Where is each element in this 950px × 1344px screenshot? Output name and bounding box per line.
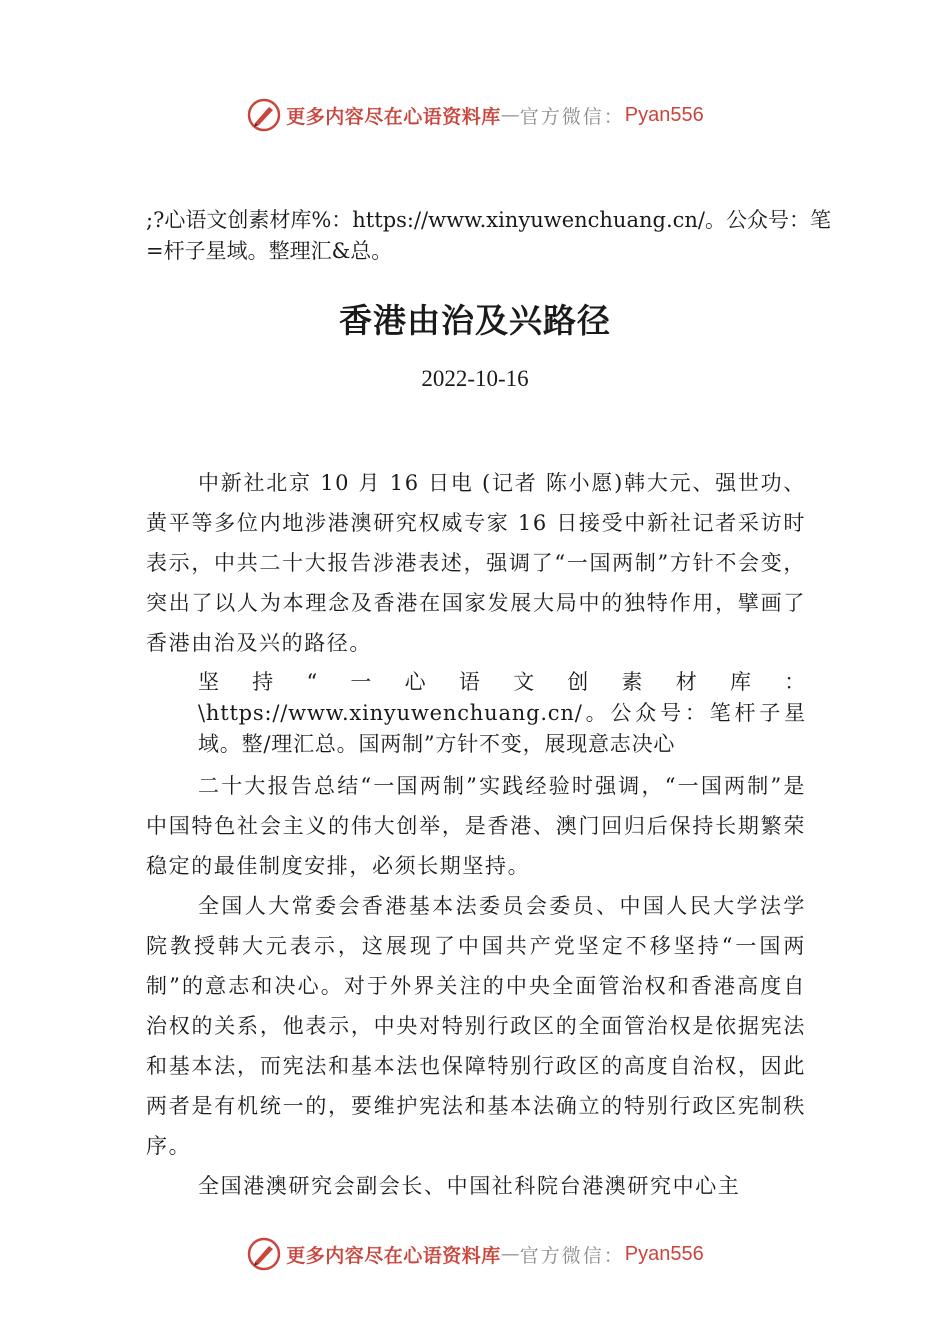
paragraph-intro: 中新社北京 10 月 16 日电 (记者 陈小愿)韩大元、强世功、黄平等多位内地涉港澳研究权威专家 16 日接受中新社记者采访时表示，中共二十大报告涉港表述，强调了“一国两制”方针不会变，突出了以人为本理念及香港在国家发展大局中的独特作用，擘画了香港由治及兴的路径。 bbox=[146, 471, 806, 655]
banner-wechat-id: Pyan556 bbox=[624, 103, 704, 126]
section-heading: 坚持“一心语文创素材库：\https://www.xinyuwenchuang.cn/。公众号：笔杆子星域。整/理汇总。国两制”方针不变，展现意志决心 bbox=[198, 670, 806, 756]
paragraph: 全国人大常委会香港基本法委员会委员、中国人民大学法学院教授韩大元表示，这展现了中国共产党坚定不移坚持“一国两制”的意志和决心。对于外界关注的中央全面管治权和香港高度自治权的关系，他表示，中央对特别行政区的全面管治权是依据宪法和基本法，而宪法和基本法也保障特别行政区的高度自治权，因此两者是有机统一的，要维护宪法和基本法确立的特别行政区宪制秩序。 bbox=[146, 894, 806, 1158]
footer-banner bbox=[0, 1234, 950, 1274]
banner-text: 更多内容尽在心语资料库 bbox=[286, 1244, 501, 1267]
article-date: 2022-10-16 bbox=[421, 366, 529, 391]
banner-separator: — bbox=[500, 1243, 520, 1265]
banner-separator: — bbox=[500, 104, 520, 126]
banner-wechat-label: 官方微信： bbox=[519, 1244, 625, 1267]
paragraph: 二十大报告总结“一国两制”实践经验时强调，“一国两制”是中国特色社会主义的伟大创举，是香港、澳门回归后保持长期繁荣稳定的最佳制度安排，必须长期坚持。 bbox=[146, 774, 806, 878]
header-banner bbox=[0, 95, 950, 135]
pen-logo-icon bbox=[246, 1236, 282, 1272]
banner-text: 更多内容尽在心语资料库 bbox=[286, 105, 501, 128]
pen-logo-icon bbox=[246, 97, 282, 133]
banner-wechat-label: 官方微信： bbox=[519, 105, 625, 128]
source-notice: ;?心语文创素材库%：https://www.xinyuwenchuang.cn/。公众号：笔=杆子星域。整理汇&总。 bbox=[146, 208, 831, 263]
article-body bbox=[146, 463, 806, 1206]
article-title: 香港由治及兴路径 bbox=[339, 301, 611, 340]
banner-wechat-id: Pyan556 bbox=[624, 1242, 704, 1265]
paragraph: 全国港澳研究会副会长、中国社科院台港澳研究中心主 bbox=[198, 1174, 741, 1198]
